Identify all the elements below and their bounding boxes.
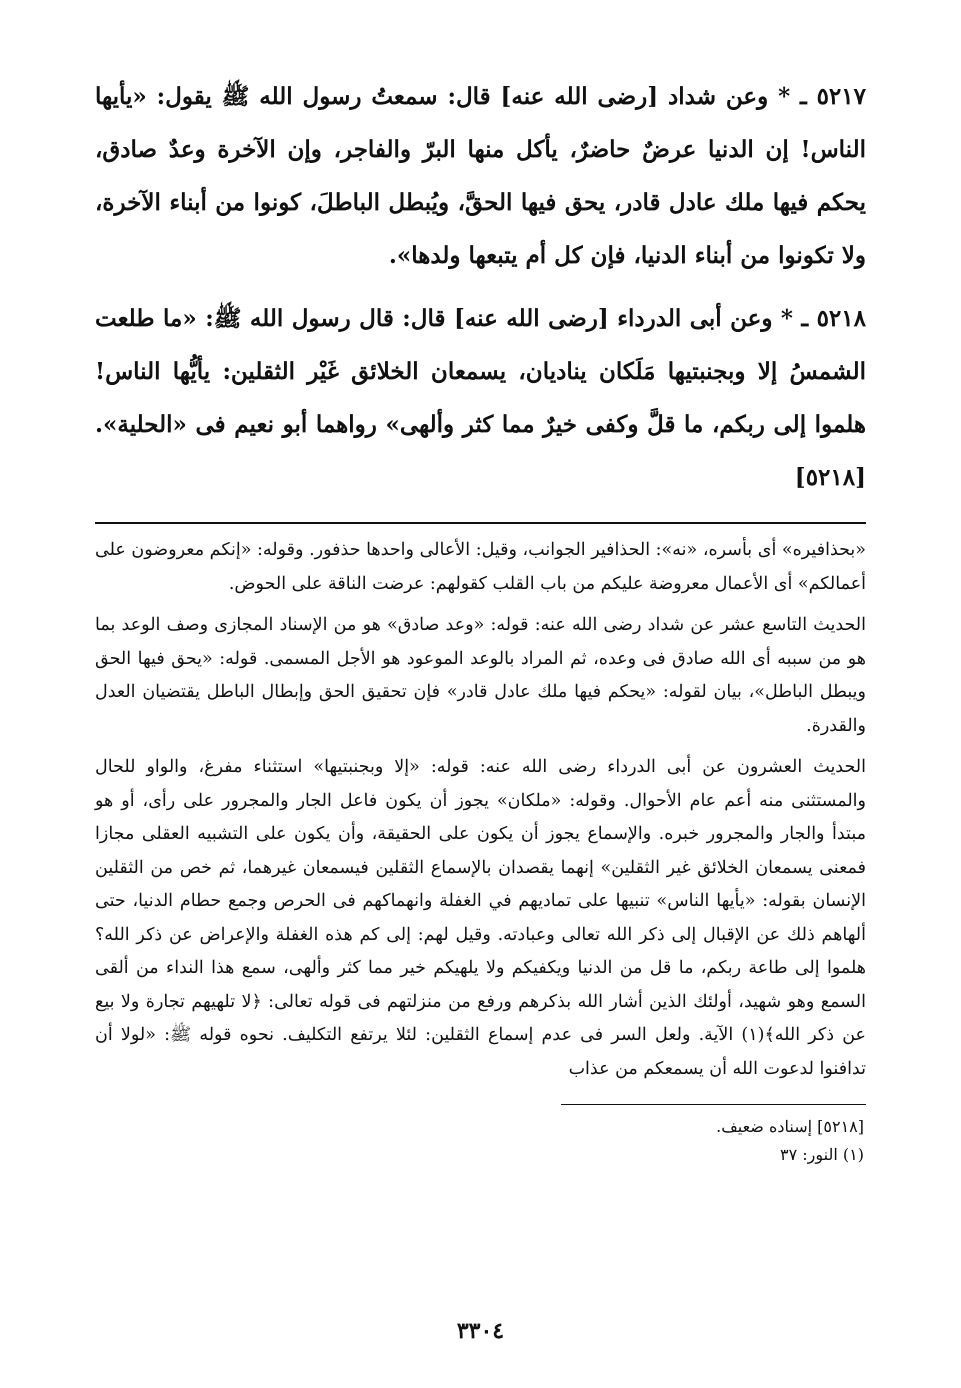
footnote-divider xyxy=(561,1104,866,1105)
hadith-text: وعن أبى الدرداء [رضى الله عنه] قال: قال رسول الله ﷺ: «ما طلعت الشمسُ إلا وبجنبتيها مَلَكان يناديان، يسمعان الخلائق غَيْر الثقلين: يأيُّها الناس! هلموا إلى ربكم، ما قلَّ وكفى خيرٌ مما كثر وألهى» رواهما أبو نعيم فى «الحلية». [٥٢١٨] xyxy=(95,305,866,491)
hadith-5217 xyxy=(95,70,866,282)
commentary-paragraph: الحديث العشرون عن أبى الدرداء رضى الله عنه: قوله: «إلا وبجنبتيها» استثناء مفرغ، والواو للحال والمستثنى منه أعم عام الأحوال. وقوله: «ملكان» يجوز أن يكون فاعل الجار والمجرور على رأى، أو هو مبتدأ والجار والمجرور خبره. والإسماع يجوز أن يكون على الحقيقة، وأن يكون على التشبيه العقلى مجازا فمعنى يسمعان الخلائق غير الثقلين» إنهما يقصدان بالإسماع الثقلين فيسمعان غيرهما، ثم خص من الثقلين الإنسان بقوله: «يأيها الناس» تنبيها على تماديهم في الغفلة وانهماكهم فى الحرص وجمع حطام الدنيا، حتى ألهاهم ذلك عن الإقبال إلى ذكر الله تعالى وعبادته. وقيل لهم: إلى كم هذه الغفلة والإعراض عن ذكر الله؟ هلموا إلى طاعة ربكم، ما قل من الدنيا ويكفيكم ولا يلهيكم خير مما كثر وألهى، سمع هذا النداء من ألقى السمع وهو شهيد، أولئك الذين أشار الله بذكرهم ورفع من منزلتهم فى قوله تعالى: ﴿لا تلهيهم تجارة ولا بيع عن ذكر الله﴾(١) الآية. ولعل السر فى عدم إسماع الثقلين: لئلا يرتفع التكليف. نحوه قوله ﷺ: «لولا أن تدافنوا لدعوت الله أن يسمعكم من عذاب xyxy=(95,757,866,1079)
section-divider xyxy=(95,522,866,524)
footnotes xyxy=(95,1113,866,1169)
commentary-paragraph: الحديث التاسع عشر عن شداد رضى الله عنه: قوله: «وعد صادق» هو من الإسناد المجازى وصف الوعد بما هو من سببه أى الله صادق فى وعده، ثم المراد بالوعد الموعود هو الأجل المسمى. قوله: «يحق فيها الحق ويبطل الباطل»، بيان لقوله: «يحكم فيها ملك عادل قادر» فإن تحقيق الحق وإبطال الباطل يقتضيان العدل والقدرة. xyxy=(95,615,866,736)
hadith-section xyxy=(95,70,866,504)
hadith-text: وعن شداد [رضى الله عنه] قال: سمعتُ رسول الله ﷺ يقول: «يأيها الناس! إن الدنيا عرضٌ حاضرٌ، يأكل منها البرّ والفاجر، وإن الآخرة وعدٌ صادق، يحكم فيها ملك عادل قادر، يحق فيها الحقَّ، ويُبطل الباطلَ، كونوا من أبناء الآخرة، ولا تكونوا من أبناء الدنيا، فإن كل أم يتبعها ولدها». xyxy=(95,83,866,269)
page-content xyxy=(95,70,866,1169)
hadith-number: ٥٢١٧ ـ * xyxy=(778,83,866,110)
hadith-number: ٥٢١٨ ـ * xyxy=(780,305,866,332)
footnote-item: [٥٢١٨] إسناده ضعيف. xyxy=(716,1117,864,1136)
footnote-item: (١) النور: ٣٧ xyxy=(780,1145,864,1164)
commentary-section xyxy=(95,534,866,1086)
page-number: ٣٣٠٤ xyxy=(456,1318,505,1344)
commentary-paragraph: «بحذافيره» أى بأسره، «نه»: الحذافير الجوانب، وقيل: الأعالى واحدها حذفور. وقوله: «إنكم معروضون على أعمالكم» أى الأعمال معروضة عليكم من باب القلب كقولهم: عرضت الناقة على الحوض. xyxy=(95,540,866,594)
hadith-5218 xyxy=(95,292,866,504)
